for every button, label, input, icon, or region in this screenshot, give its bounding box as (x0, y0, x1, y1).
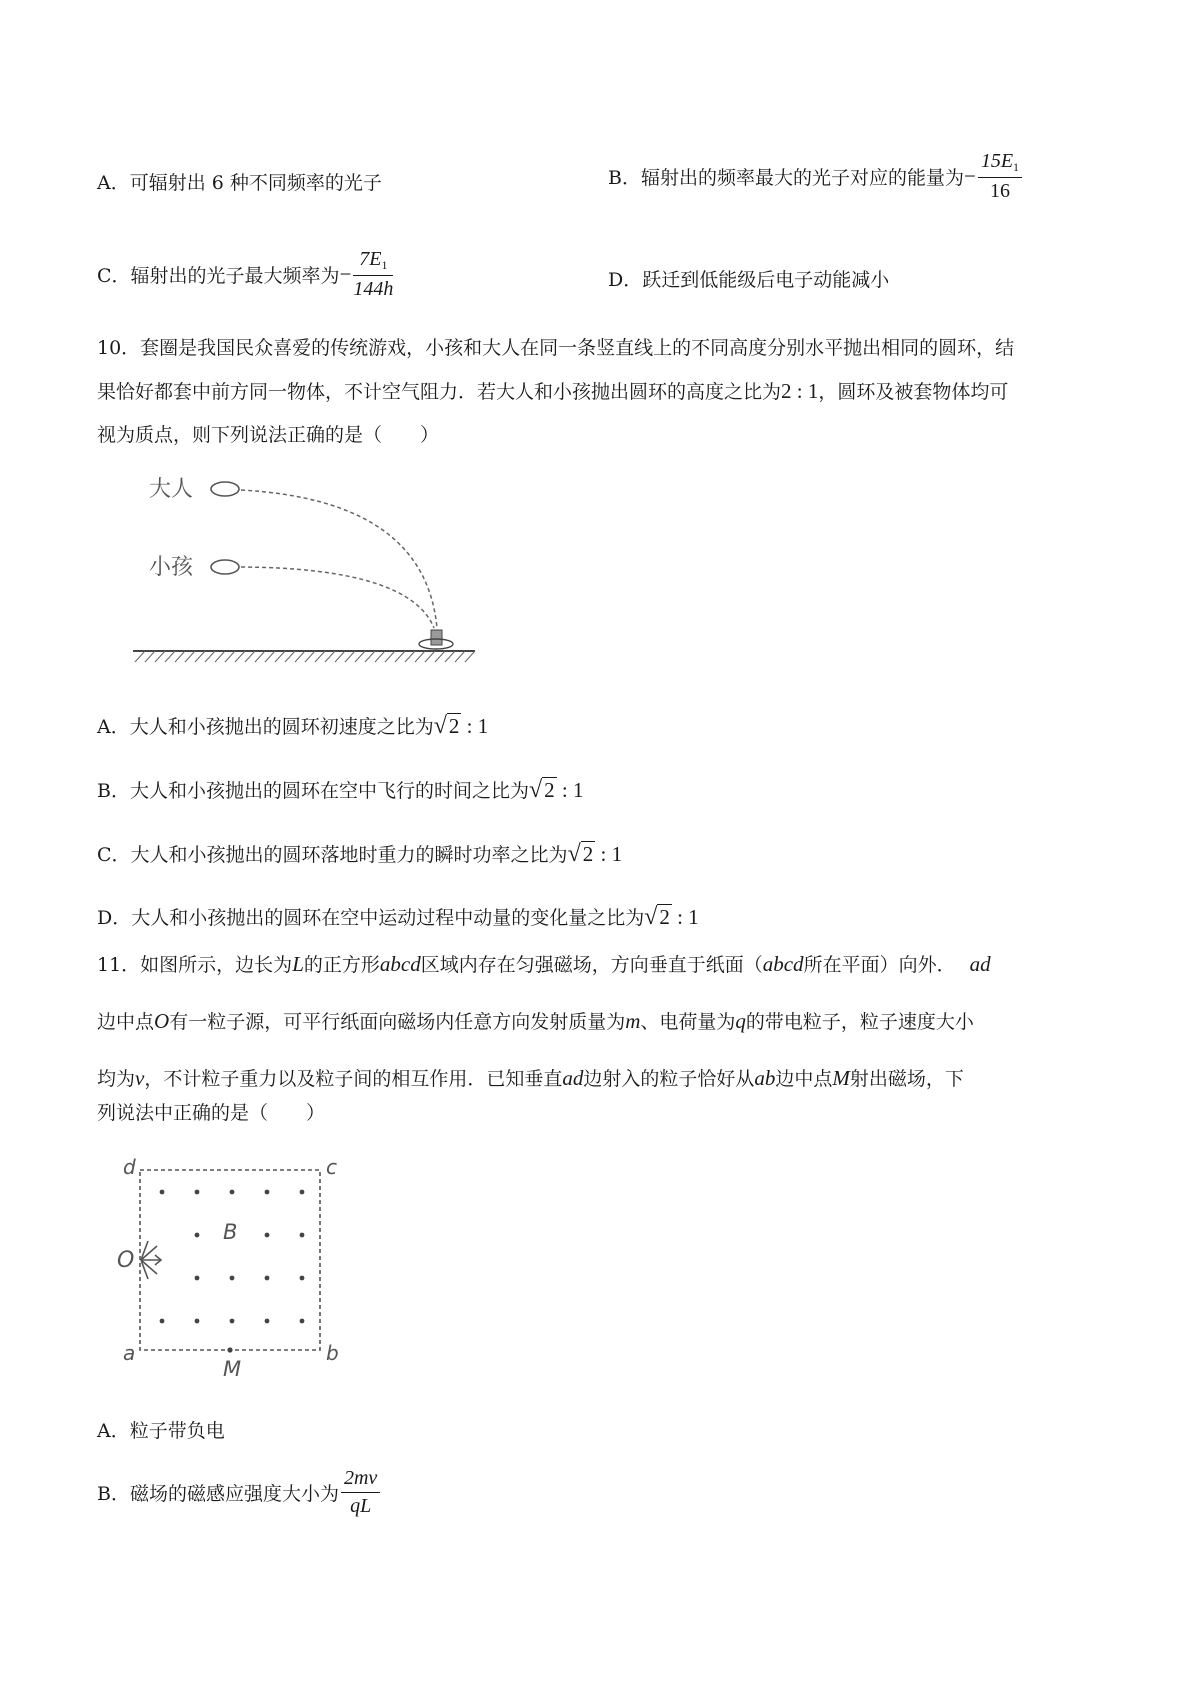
stem-text: 边中点 (97, 1011, 155, 1033)
option-text: 大人和小孩抛出的圆环在空中运动过程中动量的变化量之比为 (131, 907, 645, 929)
target-object (431, 630, 442, 645)
option-label: A． (97, 1420, 130, 1442)
var-L: L (292, 952, 304, 976)
height-ratio: 2 : 1 (781, 379, 819, 403)
child-label: 小孩 (149, 555, 194, 580)
ratio-tail: : 1 (556, 778, 584, 802)
sqrt-two: √2 (528, 777, 555, 803)
ground-hatching (135, 651, 475, 662)
option-label: D． (608, 269, 643, 291)
var-ad: ad (969, 952, 991, 976)
sqrt-two: √2 (433, 713, 460, 739)
stem-text: 均为 (97, 1068, 136, 1090)
option-text: 跃迁到低能级后电子动能减小 (642, 269, 890, 291)
corner-b: b (326, 1341, 339, 1365)
particle-source-arrows (141, 1241, 161, 1279)
stem-text: 的带电粒子，粒子速度大小 (745, 1011, 974, 1033)
q9-option-c (97, 248, 395, 301)
var-abcd: abcd (762, 952, 804, 976)
radicand: 2 (544, 778, 555, 802)
adult-ring (211, 482, 239, 496)
option-text: 辐射出的频率最大的光子对应的能量为 (640, 167, 964, 189)
stem-text: ，圆环及被套物体均可 (818, 381, 1009, 403)
q10-stem-line-1: 10．套圈是我国民众喜爱的传统游戏，小孩和大人在同一条竖直线上的不同高度分别水平抛出相同的圆环，结 (97, 337, 1015, 359)
denominator: qL (350, 1495, 372, 1517)
field-dots (160, 1190, 305, 1324)
stem-text: 的正方形 (303, 954, 380, 976)
radicand: 2 (582, 842, 594, 866)
option-label: B． (97, 780, 130, 802)
var-v: v (135, 1066, 145, 1090)
option-label: B． (608, 167, 641, 189)
q9-option-d (608, 265, 889, 292)
point-M: M (223, 1357, 242, 1381)
q11-stem-line-3 (97, 1064, 964, 1091)
q10-option-c (97, 840, 622, 868)
q11-stem-line-4: 列说法中正确的是（ ） (97, 1102, 326, 1124)
minus-sign: − (339, 262, 352, 286)
q9-option-a (97, 168, 382, 195)
radicand: 2 (448, 714, 460, 738)
option-label: A． (97, 172, 130, 194)
var-m: m (625, 1009, 641, 1033)
corner-c: c (326, 1155, 337, 1179)
var-M: M (832, 1066, 850, 1090)
frequency-fraction (353, 248, 393, 301)
q11-stem-line-1 (97, 950, 991, 977)
var-ad: ad (562, 1066, 584, 1090)
ratio-tail: : 1 (461, 714, 489, 738)
ratio-tail: : 1 (595, 842, 623, 866)
ratio-tail: : 1 (671, 905, 699, 929)
var-O: O (154, 1009, 170, 1033)
var-ab: ab (754, 1066, 776, 1090)
corner-a: a (123, 1341, 136, 1365)
child-ring (211, 560, 239, 574)
q11-stem-line-2 (97, 1007, 974, 1034)
sqrt-two: √2 (567, 841, 594, 867)
stem-text: 有一粒子源，可平行纸面向磁场内任意方向发射质量为 (169, 1011, 626, 1033)
denominator: 144h (353, 278, 394, 300)
radicand: 2 (659, 905, 670, 929)
stem-text: 边中点 (775, 1068, 833, 1090)
numerator: 15E (980, 150, 1014, 172)
option-label: B． (97, 1483, 130, 1505)
option-text: 磁场的磁感应强度大小为 (129, 1483, 339, 1505)
q10-option-d (97, 903, 699, 931)
ring-toss-figure (125, 470, 495, 670)
stem-text: 果恰好都套中前方同一物体，不计空气阻力．若大人和小孩抛出圆环的高度之比为 (97, 381, 782, 403)
minus-sign: − (963, 164, 976, 188)
q9-option-b (608, 150, 1024, 203)
option-text: 大人和小孩抛出的圆环在空中飞行的时间之比为 (129, 780, 529, 802)
stem-text: 、电荷量为 (640, 1011, 736, 1033)
denominator: 16 (989, 180, 1010, 202)
adult-label: 大人 (149, 477, 194, 502)
numerator: 7E (359, 248, 382, 270)
subscript: 1 (1013, 160, 1020, 174)
option-label: C． (97, 844, 131, 866)
field-strength-fraction (341, 1467, 380, 1518)
q10-option-a (97, 712, 488, 740)
stem-text: 边射入的粒子恰好从 (583, 1068, 755, 1090)
option-text: 大人和小孩抛出的圆环初速度之比为 (129, 716, 434, 738)
q10-stem-line-3: 视为质点，则下列说法正确的是（ ） (97, 424, 440, 446)
field-label-B: B (223, 1220, 238, 1244)
stem-text: 射出磁场，下 (849, 1068, 964, 1090)
stem-text: 区域内存在匀强磁场，方向垂直于纸面（ (420, 954, 763, 976)
energy-fraction (978, 150, 1022, 203)
option-text: 大人和小孩抛出的圆环落地时重力的瞬时功率之比为 (130, 844, 568, 866)
var-q: q (735, 1009, 746, 1033)
option-label: A． (97, 716, 130, 738)
midpoint-M-dot (227, 1347, 232, 1352)
option-text: 可辐射出 6 种不同频率的光子 (129, 172, 382, 194)
corner-d: d (123, 1155, 136, 1179)
subscript: 1 (381, 258, 388, 272)
var-abcd: abcd (379, 952, 421, 976)
option-label: D． (97, 907, 132, 929)
adult-trajectory (241, 490, 437, 628)
stem-text: 11．如图所示，边长为 (97, 954, 293, 976)
q11-option-b (97, 1467, 382, 1518)
numerator: 2mv (341, 1467, 380, 1493)
child-trajectory (241, 567, 434, 628)
option-text: 粒子带负电 (129, 1420, 225, 1442)
q10-option-b (97, 776, 584, 804)
sqrt-two: √2 (644, 904, 670, 930)
magnetic-field-figure (115, 1155, 355, 1385)
stem-text: ，不计粒子重力以及粒子间的相互作用．已知垂直 (144, 1068, 563, 1090)
q11-option-a (97, 1416, 225, 1443)
option-text: 辐射出的光子最大频率为 (130, 265, 340, 287)
square-region (140, 1170, 320, 1350)
point-O: O (117, 1248, 135, 1273)
option-label: C． (97, 265, 131, 287)
q10-stem-line-2 (97, 377, 1008, 404)
stem-text: 所在平面）向外． (803, 954, 956, 976)
